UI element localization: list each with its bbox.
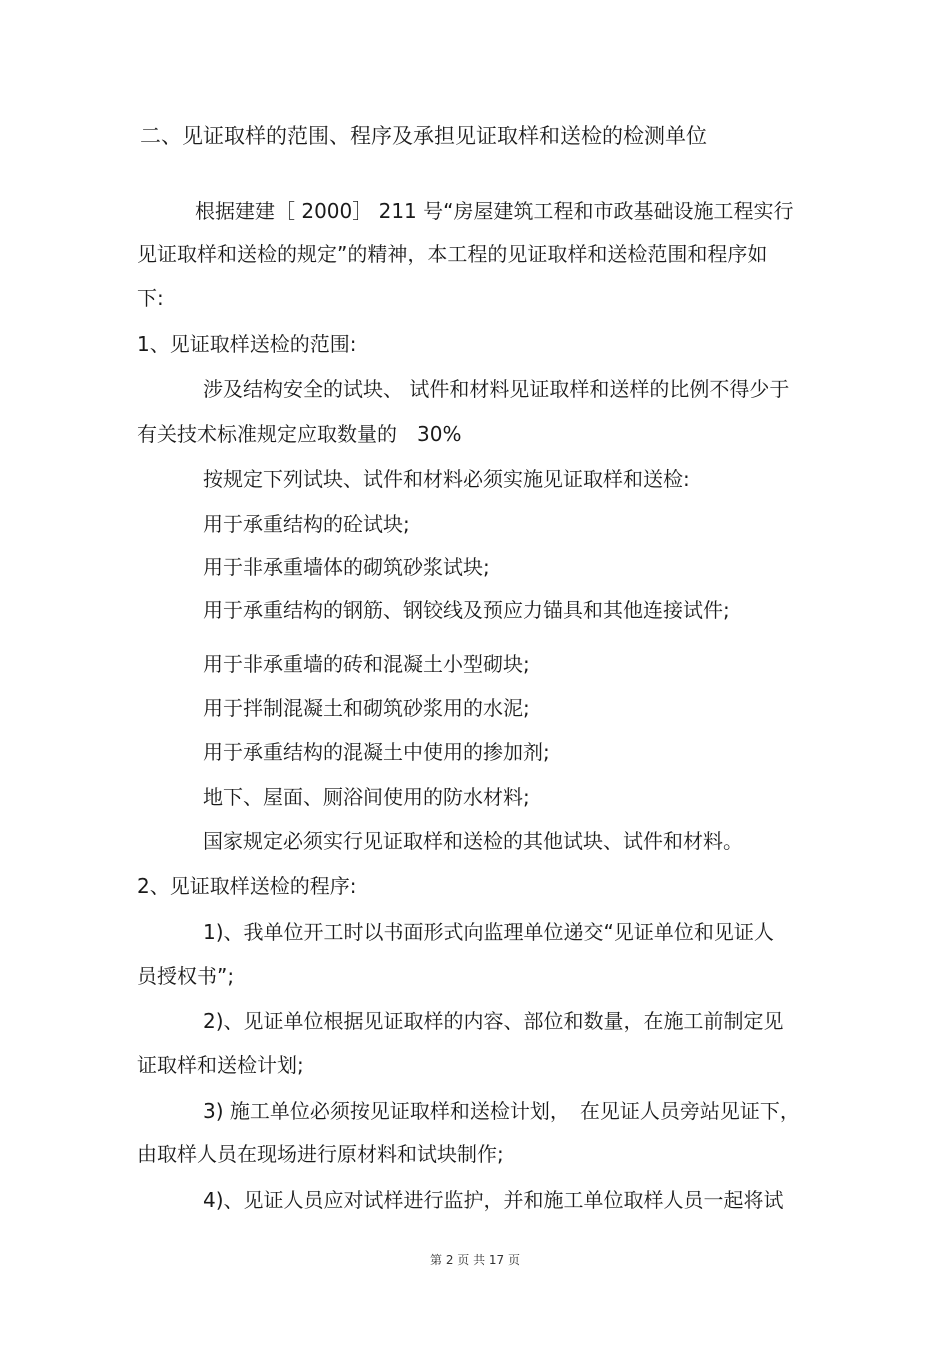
procedure-step-1-line-2: 员授权书”; xyxy=(137,964,235,988)
intro-line-3: 下: xyxy=(137,286,164,310)
scope-list-item: 用于拌制混凝土和砌筑砂浆用的水泥; xyxy=(203,696,530,720)
scope-paragraph-2: 按规定下列试块、试件和材料必须实施见证取样和送检: xyxy=(203,467,690,491)
scope-list-item: 地下、屋面、厕浴间使用的防水材料; xyxy=(203,785,530,809)
scope-heading: 1、见证取样送检的范围: xyxy=(137,332,357,356)
procedure-step-3-line-1: 3) 施工单位必须按见证取样和送检计划， 在见证人员旁站见证下， xyxy=(203,1099,800,1123)
intro-line-2: 见证取样和送检的规定”的精神，本工程的见证取样和送检范围和程序如 xyxy=(137,242,768,266)
procedure-step-4-line-1: 4)、见证人员应对试样进行监护，并和施工单位取样人员一起将试 xyxy=(203,1188,784,1212)
procedure-step-1-line-1: 1)、我单位开工时以书面形式向监理单位递交“见证单位和见证人 xyxy=(203,920,774,944)
scope-paragraph-1-line-1: 涉及结构安全的试块、 试件和材料见证取样和送样的比例不得少于 xyxy=(203,377,790,401)
intro-line-1: 根据建建［ 2000］ 211 号“房屋建筑工程和市政基础设施工程实行 xyxy=(195,199,794,223)
procedure-step-3-line-2: 由取样人员在现场进行原材料和试块制作; xyxy=(137,1142,504,1166)
page-number-footer: 第 2 页 共 17 页 xyxy=(430,1253,520,1267)
scope-list-item: 用于承重结构的钢筋、钢铰线及预应力锚具和其他连接试件; xyxy=(203,598,730,622)
section-title: 二、见证取样的范围、程序及承担见证取样和送检的检测单位 xyxy=(140,124,707,148)
procedure-step-2-line-2: 证取样和送检计划; xyxy=(137,1053,304,1077)
scope-list-item: 用于承重结构的混凝土中使用的掺加剂; xyxy=(203,740,550,764)
scope-list-item: 国家规定必须实行见证取样和送检的其他试块、试件和材料。 xyxy=(203,829,743,853)
scope-list-item: 用于承重结构的砼试块; xyxy=(203,512,410,536)
procedure-heading: 2、见证取样送检的程序: xyxy=(137,874,357,898)
procedure-step-2-line-1: 2)、见证单位根据见证取样的内容、部位和数量，在施工前制定见 xyxy=(203,1009,784,1033)
scope-list-item: 用于非承重墙的砖和混凝土小型砌块; xyxy=(203,652,530,676)
scope-list-item: 用于非承重墙体的砌筑砂浆试块; xyxy=(203,555,490,579)
scope-paragraph-1-line-2: 有关技术标准规定应取数量的 30% xyxy=(137,422,462,446)
